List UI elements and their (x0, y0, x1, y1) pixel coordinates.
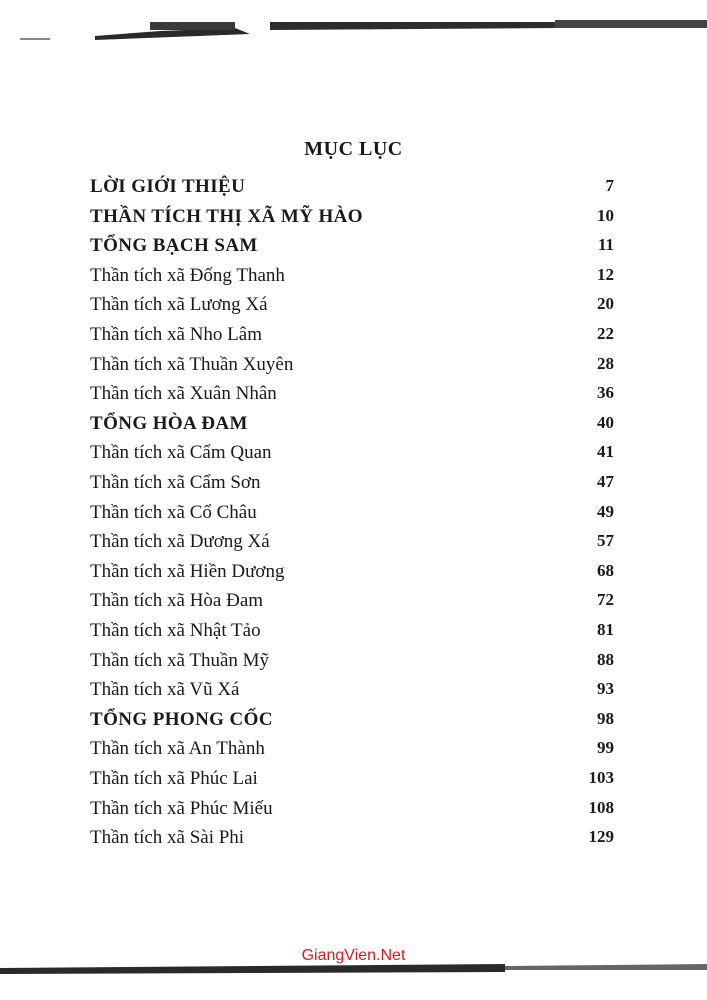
toc-section-heading (0, 413, 707, 443)
toc-section-heading (0, 206, 707, 236)
toc-entry-page-number: 99 (597, 738, 614, 758)
toc-entry-label: TỔNG PHONG CỐC (90, 708, 273, 730)
toc-entry (0, 620, 707, 650)
toc-entry-page-number: 93 (597, 679, 614, 699)
toc-entry-page-number: 49 (597, 501, 614, 521)
toc-entry-page-number: 57 (597, 531, 614, 551)
toc-entry-label: Thần tích xã Xuân Nhân (90, 383, 277, 405)
toc-entry-page-number: 28 (597, 353, 614, 373)
toc-entry-page-number: 41 (597, 442, 614, 462)
toc-entry-page-number: 98 (597, 708, 614, 728)
toc-entry-label: Thần tích xã Nho Lâm (90, 324, 263, 345)
toc-entry-page-number: 36 (597, 383, 614, 403)
toc-entry-page-number: 22 (597, 324, 614, 343)
toc-entry-label: Thần tích xã Cẩm Sơn (90, 472, 261, 493)
toc-entry (0, 738, 707, 768)
toc-entry-label: Thần tích xã Cẩm Quan (90, 442, 272, 464)
watermark: GiangVien.Net (301, 947, 406, 964)
toc-entry-page-number: 68 (597, 560, 614, 580)
toc-entry-page-number: 81 (597, 620, 614, 639)
toc-entry-page-number: 129 (588, 827, 614, 847)
toc-section-heading (0, 709, 707, 739)
toc-entry-page-number: 10 (597, 205, 614, 225)
toc-entry (0, 827, 707, 857)
toc-entry-label: Thần tích xã Hiền Dương (90, 560, 285, 582)
toc-entry-label: Thần tích xã An Thành (90, 738, 265, 760)
toc-entry-page-number: 11 (597, 235, 614, 255)
scan-edge-top (0, 0, 707, 46)
toc-entry-label: TỔNG HÒA ĐAM (90, 412, 248, 434)
toc-entry (0, 561, 707, 591)
toc-entry (0, 679, 707, 709)
toc-entry-page-number: 47 (597, 472, 614, 491)
toc-entry-label: Thần tích xã Sài Phi (90, 827, 245, 849)
toc-entry-page-number: 7 (605, 176, 614, 195)
page-title: MỤC LỤC (304, 138, 403, 160)
toc-entry (0, 650, 707, 680)
toc-entry (0, 354, 707, 384)
toc-entry-page-number: 72 (597, 590, 614, 610)
toc-section-heading (0, 235, 707, 265)
toc-entry (0, 324, 707, 354)
toc-entry-label: TỔNG BẠCH SAM (90, 235, 258, 257)
toc-entry-label: LỜI GIỚI THIỆU (90, 176, 246, 197)
toc-entry-label: THẦN TÍCH THỊ XÃ MỸ HÀO (90, 205, 363, 227)
scan-edge-bottom (0, 962, 707, 1000)
toc-entry-page-number: 88 (597, 649, 614, 669)
toc-entry (0, 590, 707, 620)
toc-entry-label: Thần tích xã Phúc Miếu (90, 797, 273, 819)
toc-entry (0, 294, 707, 324)
toc-entry-label: Thần tích xã Thuần Mỹ (90, 649, 270, 671)
toc-entry-label: Thần tích xã Vũ Xá (90, 679, 240, 701)
toc-entry-page-number: 12 (597, 264, 614, 284)
toc-entry-label: Thần tích xã Dương Xá (90, 531, 270, 553)
toc-entry-label: Thần tích xã Đống Thanh (90, 264, 285, 286)
toc-entry-label: Thần tích xã Hòa Đam (90, 590, 264, 612)
toc-entry (0, 265, 707, 295)
toc-entry-page-number: 20 (597, 294, 614, 314)
toc-section-heading (0, 176, 707, 206)
toc-entry-label: Thần tích xã Lương Xá (90, 294, 268, 316)
toc-entry-label: Thần tích xã Cổ Châu (90, 501, 257, 523)
toc-entry (0, 798, 707, 828)
toc-entry (0, 768, 707, 798)
toc-entry-page-number: 40 (597, 412, 614, 432)
toc-entry-label: Thần tích xã Thuần Xuyên (90, 353, 294, 375)
toc-entry-label: Thần tích xã Phúc Lai (90, 768, 258, 789)
toc-entry (0, 531, 707, 561)
toc-entry (0, 502, 707, 532)
toc-entry (0, 383, 707, 413)
toc-entry (0, 472, 707, 502)
toc-entry-page-number: 108 (588, 797, 614, 817)
toc-entry-label: Thần tích xã Nhật Tảo (90, 620, 261, 641)
toc-entry-page-number: 103 (588, 768, 614, 787)
toc-entry (0, 442, 707, 472)
